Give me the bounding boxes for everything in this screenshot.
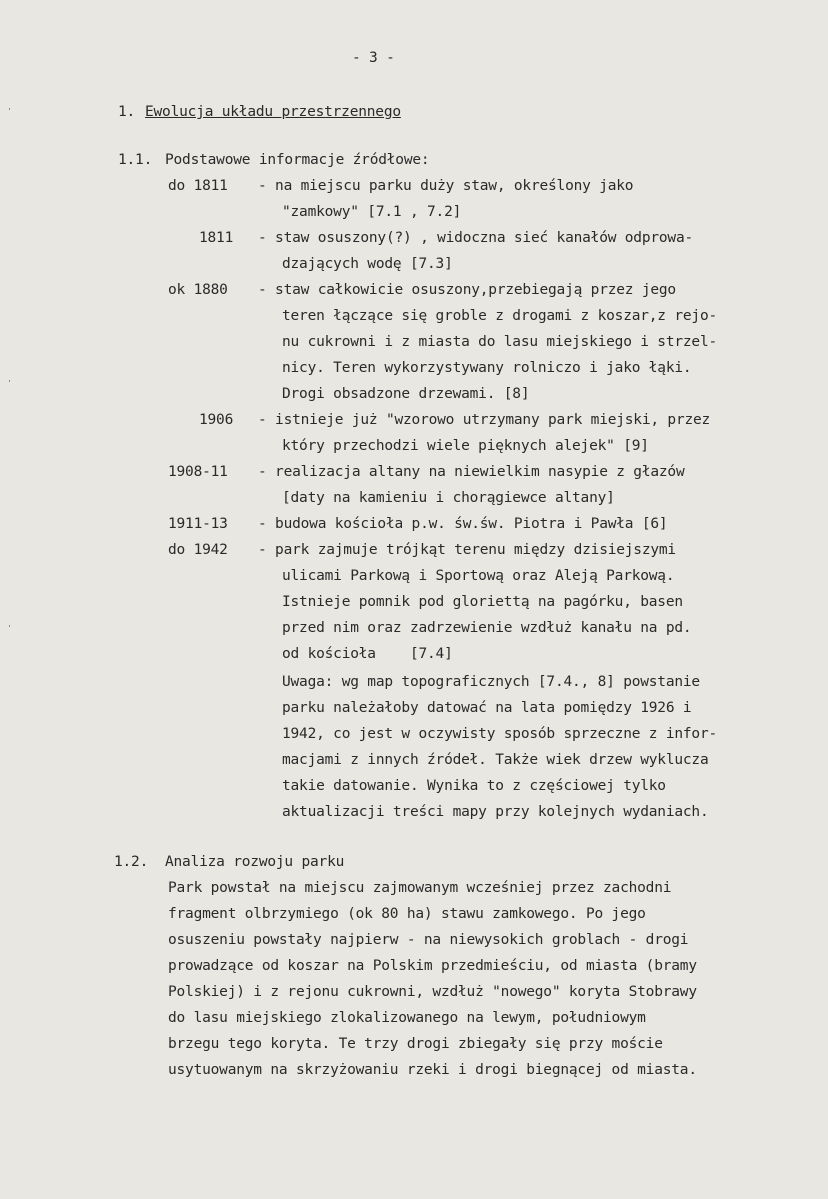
entry-line: parku należałoby datować na lata pomiędzy 1926 i bbox=[282, 700, 692, 716]
section-number: 1. bbox=[118, 104, 136, 120]
entry-line: - staw osuszony(?) , widoczna sieć kanałów odprowa- bbox=[258, 230, 694, 246]
margin-mark bbox=[9, 380, 10, 382]
paragraph-line: osuszeniu powstały najpierw - na niewysokich groblach - drogi bbox=[168, 932, 689, 948]
page-number: - 3 - bbox=[352, 50, 395, 66]
paragraph-line: Polskiej) i z rejonu cukrowni, wzdłuż "nowego" koryta Stobrawy bbox=[168, 984, 697, 1000]
entry-date: 1906 bbox=[199, 412, 234, 428]
entry-line: który przechodzi wiele pięknych alejek" [9] bbox=[282, 438, 649, 454]
entry-line: 1942, co jest w oczywisty sposób sprzeczne z infor- bbox=[282, 726, 718, 742]
entry-line: - realizacja altany na niewielkim nasypie z głazów bbox=[258, 464, 685, 480]
paragraph-line: Park powstał na miejscu zajmowanym wcześniej przez zachodni bbox=[168, 880, 672, 896]
entry-date: 1811 bbox=[199, 230, 234, 246]
entry-line: aktualizacji treści mapy przy kolejnych wydaniach. bbox=[282, 804, 709, 820]
entry-line: nicy. Teren wykorzystywany rolniczo i jako łąki. bbox=[282, 360, 692, 376]
entry-line: ulicami Parkową i Sportową oraz Aleją Parkową. bbox=[282, 568, 675, 584]
entry-date: 1911-13 bbox=[168, 516, 228, 532]
entry-date: ok 1880 bbox=[168, 282, 228, 298]
entry-line: - staw całkowicie osuszony,przebiegają przez jego bbox=[258, 282, 676, 298]
subsection-title: Analiza rozwoju parku bbox=[165, 854, 345, 870]
paragraph-line: fragment olbrzymiego (ok 80 ha) stawu zamkowego. Po jego bbox=[168, 906, 646, 922]
subsection-number: 1.2. bbox=[114, 854, 149, 870]
paragraph-line: prowadzące od koszar na Polskim przedmieściu, od miasta (bramy bbox=[168, 958, 697, 974]
entry-line: Drogi obsadzone drzewami. [8] bbox=[282, 386, 530, 402]
entry-line: Istnieje pomnik pod gloriettą na pagórku, basen bbox=[282, 594, 683, 610]
subsection-number: 1.1. bbox=[118, 152, 153, 168]
subsection-title: Podstawowe informacje źródłowe: bbox=[165, 152, 430, 168]
entry-line: przed nim oraz zadrzewienie wzdłuż kanału na pd. bbox=[282, 620, 692, 636]
entry-date: do 1942 bbox=[168, 542, 228, 558]
entry-line: - na miejscu parku duży staw, określony jako bbox=[258, 178, 634, 194]
entry-date: do 1811 bbox=[168, 178, 228, 194]
entry-line: macjami z innych źródeł. Także wiek drzew wyklucza bbox=[282, 752, 709, 768]
paragraph-line: brzegu tego koryta. Te trzy drogi zbiegały się przy moście bbox=[168, 1036, 663, 1052]
entry-line: "zamkowy" [7.1 , 7.2] bbox=[282, 204, 462, 220]
paragraph-line: usytuowanym na skrzyżowaniu rzeki i drogi biegnącej od miasta. bbox=[168, 1062, 697, 1078]
margin-mark bbox=[9, 625, 10, 627]
entry-line: dzających wodę [7.3] bbox=[282, 256, 453, 272]
entry-line: takie datowanie. Wynika to z częściowej tylko bbox=[282, 778, 666, 794]
entry-line: nu cukrowni i z miasta do lasu miejskiego i strzel- bbox=[282, 334, 718, 350]
margin-mark bbox=[9, 108, 10, 110]
section-title: Ewolucja układu przestrzennego bbox=[145, 104, 401, 120]
entry-date: 1908-11 bbox=[168, 464, 228, 480]
entry-line: - budowa kościoła p.w. św.św. Piotra i Pawła [6] bbox=[258, 516, 668, 532]
entry-line: - istnieje już "wzorowo utrzymany park miejski, przez bbox=[258, 412, 711, 428]
entry-line: [daty na kamieniu i chorągiewce altany] bbox=[282, 490, 615, 506]
entry-line: teren łączące się groble z drogami z koszar,z rejo- bbox=[282, 308, 718, 324]
paragraph-line: do lasu miejskiego zlokalizowanego na lewym, południowym bbox=[168, 1010, 646, 1026]
entry-line: - park zajmuje trójkąt terenu między dzisiejszymi bbox=[258, 542, 676, 558]
entry-line: Uwaga: wg map topograficznych [7.4., 8] powstanie bbox=[282, 674, 700, 690]
entry-line: od kościoła [7.4] bbox=[282, 646, 453, 662]
